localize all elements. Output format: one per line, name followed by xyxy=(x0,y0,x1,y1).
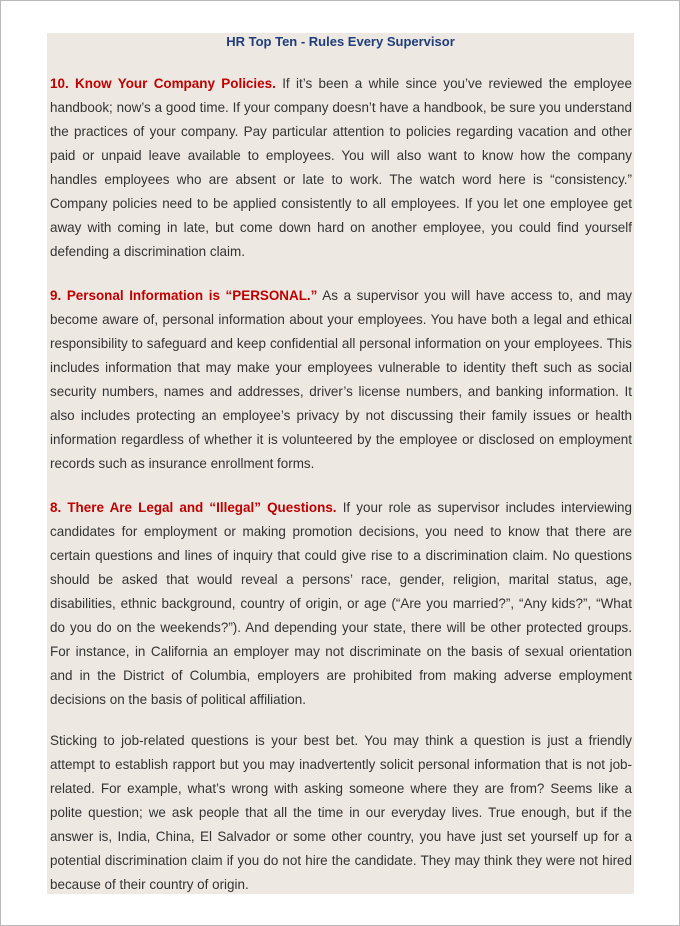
section-job-related-questions xyxy=(50,729,632,897)
section-heading: 8. There Are Legal and “Illegal” Questions. xyxy=(50,500,337,515)
section-body: If it’s been a while since you’ve reviewed the employee handbook; now’s a good time. If your company doesn’t have a handbook, be sure you understand the practices of your company. Pay particular attention to policies regarding vacation and other paid or unpaid leave available to employees. You will also want to know how the company handles employees who are absent or late to work. The watch word here is “consistency.” Company policies need to be applied consistently to all employees. If you let one employee get away with coming in late, but come down hard on another employee, you could find yourself defending a discrimination claim. xyxy=(50,76,633,259)
section-body: Sticking to job-related questions is your best bet. You may think a question is just a friendly attempt to establish rapport but you may inadvertently solicit personal information that is not job-related. For example, what’s wrong with asking someone where they are from? Seems like a polite question; we ask people that all the time in our everyday lives. True enough, but if the answer is, India, China, El Salvador or some other country, you have just set yourself up for a potential discrimination claim if you do not hire the candidate. They may think they were not hired because of their country of origin. xyxy=(50,733,632,892)
section-legal-illegal-questions xyxy=(50,496,632,712)
document-title: HR Top Ten - Rules Every Supervisor xyxy=(226,34,455,49)
section-personal-information xyxy=(50,284,632,476)
section-body: If your role as supervisor includes interviewing candidates for employment or making promotion decisions, you need to know that there are certain questions and lines of inquiry that could give rise to a discrimination claim. No questions should be asked that would reveal a persons’ race, gender, religion, marital status, age, disabilities, ethnic background, country of origin, or age (“Are you married?”, “Any kids?”, “What do you do on the weekends?”). And depending your state, there will be other protected groups. For instance, in California an employer may not discriminate on the basis of sexual orientation and in the District of Columbia, employers are prohibited from making adverse employment decisions on the basis of political affiliation. xyxy=(50,500,632,707)
content-box xyxy=(47,33,634,894)
section-heading: 10. Know Your Company Policies. xyxy=(50,76,276,91)
section-heading: 9. Personal Information is “PERSONAL.” xyxy=(50,288,318,303)
section-know-company-policies xyxy=(50,72,632,264)
section-body: As a supervisor you will have access to, and may become aware of, personal information about your employees. You have both a legal and ethical responsibility to safeguard and keep confidential all personal information on your employees. This includes information that may make your employees vulnerable to identity theft such as social security numbers, names and addresses, driver’s license numbers, and banking information. It also includes protecting an employee’s privacy by not discussing their family issues or health information regardless of whether it is volunteered by the employee or disclosed on employment records such as insurance enrollment forms. xyxy=(50,288,633,471)
